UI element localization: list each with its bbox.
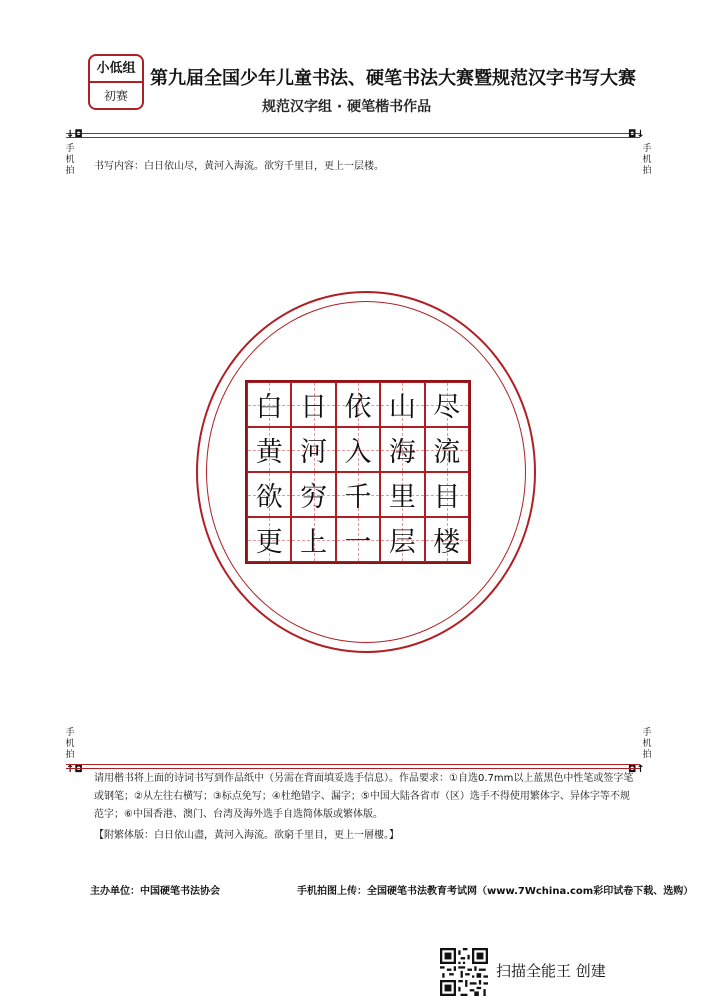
page-title: 第九届全国少年儿童书法、硬笔书法大赛暨规范汉字书写大赛 <box>150 68 636 89</box>
grid-cell <box>380 382 424 427</box>
grid-cell <box>336 427 380 472</box>
grid-char: 尽 <box>433 392 461 423</box>
phone-shoot-label-top-right: 手 机 拍 <box>642 144 652 176</box>
grid-char: 穷 <box>300 482 328 513</box>
grid-cell <box>380 427 424 472</box>
grid-char: 日 <box>300 392 328 423</box>
bottom-rule-outer <box>66 768 640 769</box>
grid-cell <box>291 382 335 427</box>
group-badge <box>88 54 144 110</box>
grid-cell <box>247 517 291 562</box>
writing-content: 书写内容：白日依山尽，黄河入海流。欲穷千里目，更上一层楼。 <box>94 161 384 172</box>
camera-arrow-icon-bottom-left: ↑◘ <box>66 764 83 775</box>
grid-char: 流 <box>433 437 461 468</box>
camera-arrow-icon-bottom-right: ◘↑ <box>628 764 645 775</box>
grid-cell <box>425 472 469 517</box>
grid-char: 更 <box>255 527 283 558</box>
scanner-watermark-text: 扫描全能王 创建 <box>496 962 606 980</box>
grid-char: 楼 <box>433 527 461 558</box>
grid-cell <box>425 382 469 427</box>
grid-char: 入 <box>344 437 372 468</box>
grid-char: 海 <box>388 437 416 468</box>
badge-group-label: 小低组 <box>90 56 142 83</box>
top-rule-outer <box>66 133 640 134</box>
grid-char: 目 <box>433 482 461 513</box>
grid-cell <box>247 472 291 517</box>
phone-shoot-label-top-left: 手 机 拍 <box>65 144 75 176</box>
grid-cell <box>247 427 291 472</box>
upload-info-text: 手机拍图上传：全国硬笔书法教育考试网（www.7Wchina.com彩印试卷下载、选购） <box>297 886 694 897</box>
grid-char: 一 <box>344 527 372 558</box>
grid-char: 依 <box>344 392 372 423</box>
grid-cell <box>336 472 380 517</box>
poem-grid <box>245 380 471 564</box>
grid-char: 河 <box>300 437 328 468</box>
grid-char: 上 <box>300 527 328 558</box>
grid-char: 白 <box>255 392 283 423</box>
grid-cell <box>336 382 380 427</box>
qr-code-icon <box>440 948 488 996</box>
camera-arrow-icon-top-right: ◘↓ <box>628 129 645 140</box>
phone-shoot-label-bottom-right: 手 机 拍 <box>642 728 652 760</box>
grid-cell <box>425 517 469 562</box>
grid-cell <box>291 427 335 472</box>
page-subtitle: 规范汉字组 · 硬笔楷书作品 <box>262 99 432 115</box>
badge-stage-label: 初赛 <box>103 89 128 103</box>
grid-char: 千 <box>344 482 372 513</box>
camera-arrow-icon-top-left: ↓◘ <box>66 129 83 140</box>
grid-cell <box>380 517 424 562</box>
phone-shoot-label-bottom-left: 手 机 拍 <box>65 728 75 760</box>
grid-char: 黄 <box>255 437 283 468</box>
organizer-text: 主办单位：中国硬笔书法协会 <box>90 886 220 897</box>
traditional-version-text: 【附繁体版：白日依山盡，黃河入海流。欲窮千里目，更上一層樓。】 <box>94 830 399 841</box>
grid-cell <box>380 472 424 517</box>
grid-cell <box>291 517 335 562</box>
grid-char: 欲 <box>255 482 283 513</box>
grid-cell <box>291 472 335 517</box>
grid-cell <box>425 427 469 472</box>
grid-char: 层 <box>388 527 416 558</box>
grid-char: 里 <box>388 482 416 513</box>
grid-char: 山 <box>388 392 416 423</box>
grid-cell <box>336 517 380 562</box>
top-rule-inner <box>66 137 640 138</box>
grid-cell <box>247 382 291 427</box>
bottom-rule-inner <box>66 764 640 765</box>
requirements-text: 请用楷书将上面的诗词书写到作品纸中（另需在背面填妥选手信息）。作品要求：①自选0.7mm以上蓝黑色中性笔或签字笔或钢笔；②从左往右横写；③标点免写；④杜绝错字、漏字；⑤中国大陆各省市（区）选手不得使用繁体字、异体字等不规范字；⑥中国香港、澳门、台湾及海外选手自选简体版或繁体版。 <box>94 773 634 820</box>
